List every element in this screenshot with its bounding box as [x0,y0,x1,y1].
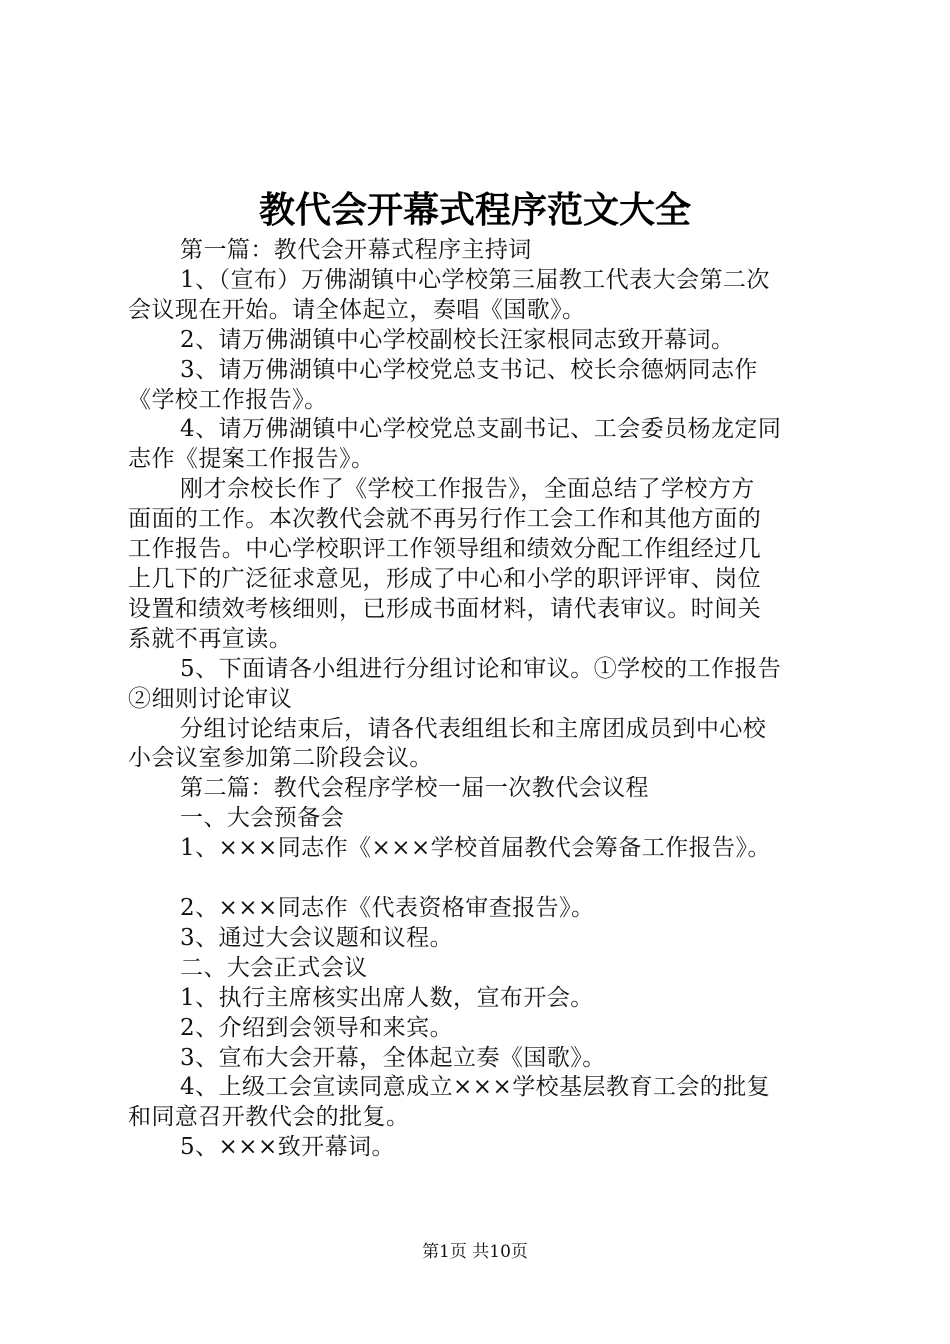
text-line: 1、执行主席核实出席人数，宣布开会。 [180,984,594,1011]
paragraph [128,326,834,356]
paragraph [128,475,834,654]
text-line: ②细则讨论审议 [128,685,293,712]
text-line: 一、大会预备会 [180,805,345,832]
text-line: 1、×××同志作《×××学校首届教代会筹备工作报告》。 [180,835,771,862]
text-line: 二、大会正式会议 [180,954,368,981]
paragraph [128,894,834,924]
paragraph [128,655,834,715]
text-line: 会议现在开始。请全体起立，奏唱《国歌》。 [128,296,586,323]
paragraph [128,356,834,416]
text-line: 刚才佘校长作了《学校工作报告》，全面总结了学校方方 [180,476,755,503]
paragraph [128,834,834,864]
text-line: 3、请万佛湖镇中心学校党总支书记、校长佘德炳同志作 [180,356,758,383]
document-title: 教代会开幕式程序范文大全 [258,189,691,231]
paragraph [128,715,834,775]
text-line: 《学校工作报告》。 [128,386,328,413]
text-line: 第二篇：教代会程序学校一届一次教代会议程 [180,775,649,802]
text-line: 上几下的广泛征求意见，形成了中心和小学的职评评审、岗位 [128,565,762,592]
text-line: 工作报告。中心学校职评工作领导组和绩效分配工作组经过几 [128,536,762,563]
text-line: 面面的工作。本次教代会就不再另行作工会工作和其他方面的 [128,506,762,533]
paragraph [128,1044,834,1074]
text-line: 志作《提案工作报告》。 [128,446,375,473]
text-line: 4、上级工会宣读同意成立×××学校基层教育工会的批复 [180,1074,771,1101]
text-line: 和同意召开教代会的批复。 [128,1104,410,1131]
text-line: 5、×××致开幕词。 [180,1134,395,1161]
text-line: 1、（宣布）万佛湖镇中心学校第三届教工代表大会第二次 [180,266,770,293]
text-line: 设置和绩效考核细则，已形成书面材料，请代表审议。时间关 [128,595,762,622]
paragraph [128,1133,834,1163]
paragraph-spacer [128,864,834,894]
paragraph [128,1073,834,1133]
text-line: 小会议室参加第二阶段会议。 [128,745,433,772]
text-line: 系就不再宣读。 [128,625,293,652]
text-line: 2、介绍到会领导和来宾。 [180,1014,454,1041]
text-line: 5、下面请各小组进行分组讨论和审议。①学校的工作报告 [180,655,782,682]
paragraph [128,266,834,326]
paragraph [128,236,834,266]
page-footer: 第1页 共10页 [422,1242,528,1262]
text-line: 2、请万佛湖镇中心学校副校长汪家根同志致开幕词。 [180,326,735,353]
paragraph [128,774,834,804]
text-line: 4、请万佛湖镇中心学校党总支副书记、工会委员杨龙定同 [180,416,782,443]
paragraph [128,1014,834,1044]
document-body [128,236,834,1163]
paragraph [128,924,834,954]
paragraph [128,954,834,984]
paragraph [128,415,834,475]
text-line: 分组讨论结束后，请各代表组组长和主席团成员到中心校 [180,715,767,742]
paragraph [128,984,834,1014]
text-line: 3、宣布大会开幕，全体起立奏《国歌》。 [180,1044,606,1071]
text-line: 2、×××同志作《代表资格审查报告》。 [180,895,595,922]
paragraph [128,804,834,834]
text-line: 第一篇：教代会开幕式程序主持词 [180,237,532,263]
text-line: 3、通过大会议题和议程。 [180,924,454,951]
